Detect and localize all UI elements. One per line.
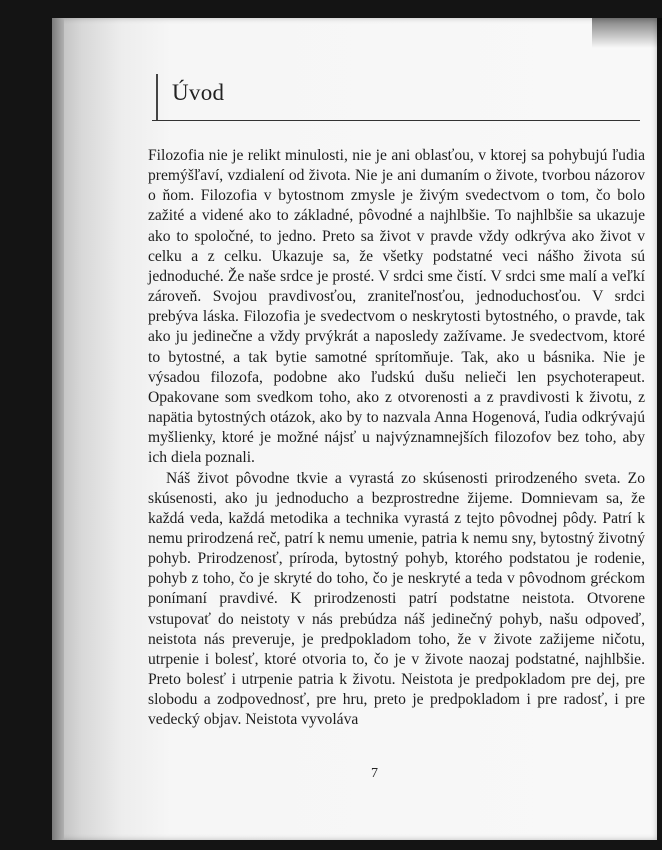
chapter-heading <box>152 64 640 121</box>
page-sheet <box>52 18 657 840</box>
paragraph-1: Filozofia nie je relikt minulosti, nie je ani oblasťou, v ktorej sa pohybujú ľudia premýšľaví, vzdialení od života. Nie je ani dumaním o živote, tvorbou názorov o ňom. Filozofia v bytostnom zmysle je živým svedectvom o tom, čo bolo zažité a videné ako to základné, pôvodné a najhlbšie. To najhlbšie sa ukazuje ako to spoločné, to jedno. Preto sa život v pravde vždy odkrýva ako život v celku a z celku. Ukazuje sa, že všetky podstatné veci nášho života sú jednoduché. Že naše srdce je prosté. V srdci sme čistí. V srdci sme malí a veľkí zároveň. Svojou pravdivosťou, zraniteľnosťou, jednoduchosťou. V srdci prebýva láska. Filozofia je svedectvom o neskrytosti bytostného, o pravde, tak ako ju jedinečne a vždy prvýkrát a naposledy zažívame. Je svedectvom, ktoré to bytostné, a tak bytie samotné sprítomňuje. Tak, ako u básnika. Nie je výsadou filozofa, podobne ako ľudskú dušu nelieči len psychoterapeut. Opakovane som svedkom toho, ako z otvorenosti a z pravdivosti k životu, z napätia bytostných otázok, ako by to nazvala Anna Hogenová, ľudia odkrývajú myšlienky, ktoré je možné nájsť u najvýznamnejších filozofov bez toho, aby ich diela poznali. <box>148 147 645 467</box>
page-corner-shadow <box>592 18 662 48</box>
heading-rule-vertical <box>156 74 158 120</box>
paragraph-2: Náš život pôvodne tkvie a vyrastá zo skúsenosti prirodzeného sveta. Zo skúsenosti, ako ju jednoducho a bezprostredne žijeme. Domnievam sa, že každá veda, každá metodika a technika vyrastá z tejto pôvodnej pôdy. Patrí k nemu prirodzená reč, patrí k nemu umenie, patria k nemu sny, bytostný životný pohyb. Prirodzenosť, príroda, bytostný pohyb, ktorého podstatou je rodenie, pohyb z toho, čo je skryté do toho, čo je neskryté a teda v pôvodnom gréckom ponímaní pravdivé. K prirodzenosti patrí podstatne neistota. Otvorene vstupovať do neistoty v nás prebúdza náš jedinečný pohyb, našu odpoveď, neistota nás preveruje, je predpokladom toho, že v živote zažijeme ničotu, utrpenie i bolesť, ktoré otvoria to, čo je v živote naozaj podstatné, najhlbšie. Preto bolesť i utrpenie patria k životu. Neistota je predpokladom pre dej, pre slobodu a zodpovednosť, pre hru, preto je predpokladom i pre radosť, i pre vedecký objav. Neistota vyvoláva <box>148 469 645 729</box>
page-number: 7 <box>371 766 378 781</box>
chapter-title: Úvod <box>172 80 225 105</box>
page-gutter-shadow <box>52 18 64 840</box>
body-text <box>148 146 645 731</box>
